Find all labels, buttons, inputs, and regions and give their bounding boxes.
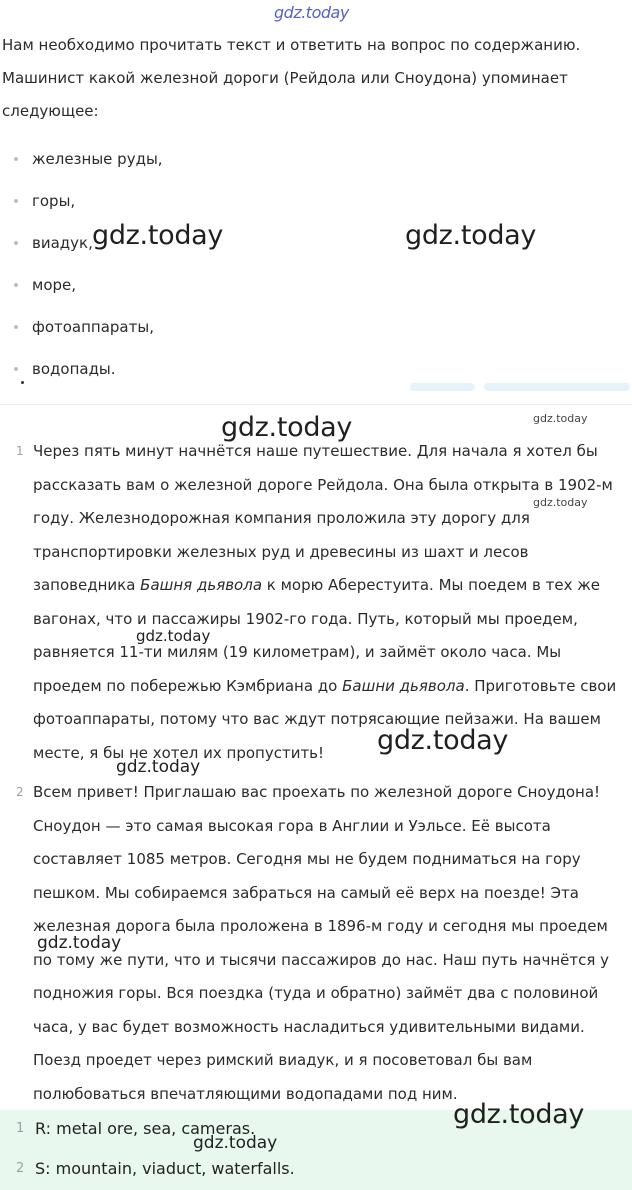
passage-text: Через пять минут начнётся наше путешествие. Для начала я хотел бы рассказать вам о железной дороге Рейдола. Она была открыта в 1902-м году. Железнодорожная компания проложила эту дорогу для транспортировки железных руд и древесины из шахт и лесов заповедника (33, 442, 613, 594)
watermark: gdz.today (533, 412, 588, 425)
list-item: горы, (14, 185, 163, 227)
watermark: gdz.today (533, 496, 588, 509)
watermark: gdz.today (453, 1099, 585, 1130)
passage-emphasis: Башня дьявола (140, 576, 263, 594)
list-item: водопады. (14, 353, 163, 395)
divider (0, 404, 632, 405)
answer-number: 1 (16, 1121, 25, 1136)
stray-dot (21, 381, 24, 384)
list-item: железные руды, (14, 143, 163, 185)
watermark: gdz.today (193, 1133, 278, 1153)
watermark: gdz.today (37, 933, 122, 953)
watermark: gdz.today (274, 3, 349, 22)
passage-text: . Приготовьте свои фотоаппараты, потому что вас ждут потрясающие пейзажи. На вашем месте, я бы не хотел их пропустить! (33, 676, 617, 762)
answer-text: R: metal ore, sea, cameras. (35, 1119, 256, 1138)
watermark: gdz.today (221, 412, 353, 443)
keyword-list (14, 143, 163, 395)
question-text (2, 29, 622, 128)
passage-list (0, 435, 632, 1111)
faded-button (410, 383, 475, 391)
passage-text: Всем привет! Приглашаю вас проехать по железной дороге Сноудона! Сноудон — это самая высокая гора в Англии и Уэльсе. Её высота составляет 1085 метров. Сегодня мы не будем подниматься на гору пешком. Мы собираемся забраться на самый её верх на поезде! Эта железная дорога была проложена в 1896-м году и сегодня мы проедем по тому же пути, что и тысячи пассажиров до нас. Наш путь начнётся у подножия горы. Вся поездка (туда и обратно) займёт два с половиной часа, у вас будет возможность насладиться удивительными видами. Поезд проедет через римский виадук, и я посоветовал бы вам полюбоваться впечатляющими водопадами под ним. (33, 783, 610, 1103)
watermark: gdz.today (92, 220, 224, 251)
watermark: gdz.today (136, 627, 211, 645)
passage-text: к морю Аберестуита. Мы поедем в тех же вагонах, что и пассажиры 1902-го года. Путь, который мы проедем, равняется 11-ти милям (19 километрам), и займёт около часа. Мы проедем по побережью Кэмбриана до (33, 576, 600, 695)
watermark: gdz.today (377, 725, 509, 756)
passage-1 (0, 435, 632, 770)
answer-text: S: mountain, viaduct, waterfalls. (35, 1159, 295, 1178)
list-item: фотоаппараты, (14, 311, 163, 353)
passage-number: 2 (16, 785, 24, 799)
answer-number: 2 (16, 1161, 25, 1176)
intro-line-3: следующее: (2, 102, 99, 120)
list-item: виадук, (14, 227, 163, 269)
list-item: море, (14, 269, 163, 311)
watermark: gdz.today (405, 220, 537, 251)
watermark: gdz.today (116, 757, 201, 777)
answer-item (0, 1150, 632, 1190)
faded-button (484, 383, 630, 391)
passage-emphasis: Башни дьявола (342, 676, 465, 695)
intro-line-2: Машинист какой железной дороги (Рейдола или Сноудона) упоминает (2, 69, 568, 87)
intro-line-1: Нам необходимо прочитать текст и ответить на вопрос по содержанию. (2, 36, 581, 54)
passage-number: 1 (16, 444, 24, 458)
